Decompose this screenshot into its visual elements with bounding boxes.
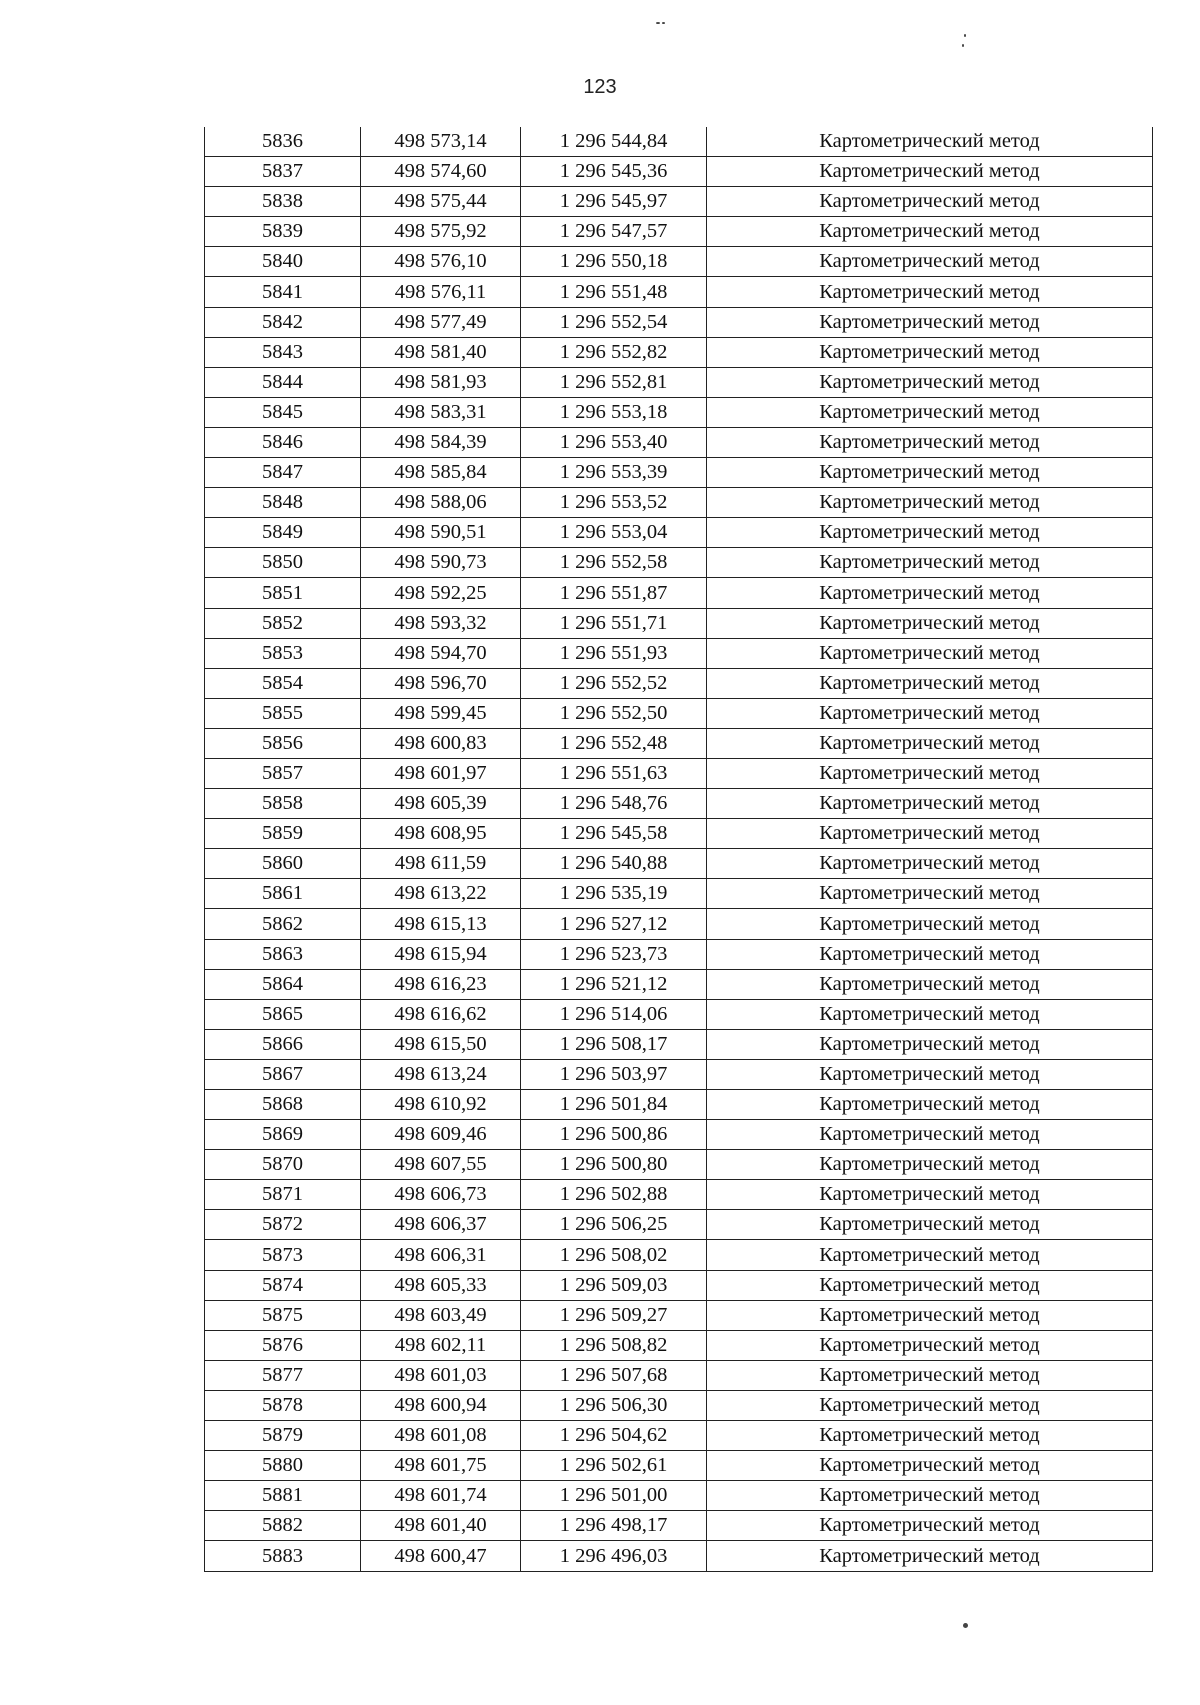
y-coordinate-cell: 1 296 553,39 xyxy=(521,458,707,488)
point-number-cell: 5842 xyxy=(205,307,361,337)
y-coordinate-cell: 1 296 507,68 xyxy=(521,1360,707,1390)
table-row xyxy=(205,728,1153,758)
y-coordinate-cell: 1 296 552,50 xyxy=(521,698,707,728)
point-number-cell: 5849 xyxy=(205,518,361,548)
y-coordinate-cell: 1 296 501,00 xyxy=(521,1481,707,1511)
point-number-cell: 5869 xyxy=(205,1120,361,1150)
y-coordinate-cell: 1 296 545,97 xyxy=(521,187,707,217)
method-cell: Картометрический метод xyxy=(707,1511,1153,1541)
y-coordinate-cell: 1 296 545,36 xyxy=(521,157,707,187)
method-cell: Картометрический метод xyxy=(707,337,1153,367)
x-coordinate-cell: 498 596,70 xyxy=(361,668,521,698)
y-coordinate-cell: 1 296 547,57 xyxy=(521,217,707,247)
y-coordinate-cell: 1 296 550,18 xyxy=(521,247,707,277)
x-coordinate-cell: 498 608,95 xyxy=(361,819,521,849)
y-coordinate-cell: 1 296 506,30 xyxy=(521,1390,707,1420)
point-number-cell: 5873 xyxy=(205,1240,361,1270)
method-cell: Картометрический метод xyxy=(707,1300,1153,1330)
point-number-cell: 5864 xyxy=(205,969,361,999)
point-number-cell: 5870 xyxy=(205,1150,361,1180)
y-coordinate-cell: 1 296 551,93 xyxy=(521,638,707,668)
table-row xyxy=(205,1059,1153,1089)
table-row xyxy=(205,217,1153,247)
table-row xyxy=(205,909,1153,939)
x-coordinate-cell: 498 610,92 xyxy=(361,1090,521,1120)
method-cell: Картометрический метод xyxy=(707,548,1153,578)
method-cell: Картометрический метод xyxy=(707,758,1153,788)
point-number-cell: 5850 xyxy=(205,548,361,578)
table-row xyxy=(205,458,1153,488)
y-coordinate-cell: 1 296 498,17 xyxy=(521,1511,707,1541)
method-cell: Картометрический метод xyxy=(707,277,1153,307)
method-cell: Картометрический метод xyxy=(707,488,1153,518)
method-cell: Картометрический метод xyxy=(707,1210,1153,1240)
y-coordinate-cell: 1 296 540,88 xyxy=(521,849,707,879)
point-number-cell: 5878 xyxy=(205,1390,361,1420)
x-coordinate-cell: 498 600,47 xyxy=(361,1541,521,1571)
method-cell: Картометрический метод xyxy=(707,1180,1153,1210)
method-cell: Картометрический метод xyxy=(707,1240,1153,1270)
point-number-cell: 5879 xyxy=(205,1421,361,1451)
method-cell: Картометрический метод xyxy=(707,1390,1153,1420)
y-coordinate-cell: 1 296 506,25 xyxy=(521,1210,707,1240)
y-coordinate-cell: 1 296 552,52 xyxy=(521,668,707,698)
table-row xyxy=(205,1210,1153,1240)
table-row xyxy=(205,277,1153,307)
method-cell: Картометрический метод xyxy=(707,1270,1153,1300)
table-row xyxy=(205,819,1153,849)
point-number-cell: 5865 xyxy=(205,999,361,1029)
method-cell: Картометрический метод xyxy=(707,819,1153,849)
x-coordinate-cell: 498 588,06 xyxy=(361,488,521,518)
point-number-cell: 5860 xyxy=(205,849,361,879)
y-coordinate-cell: 1 296 545,58 xyxy=(521,819,707,849)
method-cell: Картометрический метод xyxy=(707,1059,1153,1089)
x-coordinate-cell: 498 601,40 xyxy=(361,1511,521,1541)
table-row xyxy=(205,367,1153,397)
point-number-cell: 5844 xyxy=(205,367,361,397)
y-coordinate-cell: 1 296 553,18 xyxy=(521,397,707,427)
y-coordinate-cell: 1 296 502,61 xyxy=(521,1451,707,1481)
y-coordinate-cell: 1 296 514,06 xyxy=(521,999,707,1029)
table-row xyxy=(205,939,1153,969)
scan-speck xyxy=(962,44,964,47)
table-row xyxy=(205,1300,1153,1330)
x-coordinate-cell: 498 603,49 xyxy=(361,1300,521,1330)
x-coordinate-cell: 498 576,11 xyxy=(361,277,521,307)
method-cell: Картометрический метод xyxy=(707,127,1153,157)
table-row xyxy=(205,187,1153,217)
x-coordinate-cell: 498 605,39 xyxy=(361,789,521,819)
method-cell: Картометрический метод xyxy=(707,187,1153,217)
x-coordinate-cell: 498 594,70 xyxy=(361,638,521,668)
x-coordinate-cell: 498 600,83 xyxy=(361,728,521,758)
y-coordinate-cell: 1 296 527,12 xyxy=(521,909,707,939)
y-coordinate-cell: 1 296 500,86 xyxy=(521,1120,707,1150)
point-number-cell: 5846 xyxy=(205,427,361,457)
method-cell: Картометрический метод xyxy=(707,849,1153,879)
scan-speck xyxy=(964,34,966,37)
method-cell: Картометрический метод xyxy=(707,909,1153,939)
table-row xyxy=(205,789,1153,819)
x-coordinate-cell: 498 590,73 xyxy=(361,548,521,578)
x-coordinate-cell: 498 616,23 xyxy=(361,969,521,999)
y-coordinate-cell: 1 296 548,76 xyxy=(521,789,707,819)
scan-speck xyxy=(963,1623,968,1628)
table-row xyxy=(205,1421,1153,1451)
x-coordinate-cell: 498 593,32 xyxy=(361,608,521,638)
y-coordinate-cell: 1 296 504,62 xyxy=(521,1421,707,1451)
point-number-cell: 5858 xyxy=(205,789,361,819)
point-number-cell: 5855 xyxy=(205,698,361,728)
point-number-cell: 5877 xyxy=(205,1360,361,1390)
point-number-cell: 5875 xyxy=(205,1300,361,1330)
point-number-cell: 5836 xyxy=(205,127,361,157)
y-coordinate-cell: 1 296 551,87 xyxy=(521,578,707,608)
y-coordinate-cell: 1 296 508,02 xyxy=(521,1240,707,1270)
coordinates-table-body xyxy=(205,127,1153,1571)
x-coordinate-cell: 498 599,45 xyxy=(361,698,521,728)
x-coordinate-cell: 498 574,60 xyxy=(361,157,521,187)
y-coordinate-cell: 1 296 502,88 xyxy=(521,1180,707,1210)
table-row xyxy=(205,1240,1153,1270)
point-number-cell: 5880 xyxy=(205,1451,361,1481)
table-row xyxy=(205,1390,1153,1420)
table-row xyxy=(205,1180,1153,1210)
x-coordinate-cell: 498 581,40 xyxy=(361,337,521,367)
x-coordinate-cell: 498 616,62 xyxy=(361,999,521,1029)
method-cell: Картометрический метод xyxy=(707,668,1153,698)
table-row xyxy=(205,548,1153,578)
y-coordinate-cell: 1 296 535,19 xyxy=(521,879,707,909)
y-coordinate-cell: 1 296 551,71 xyxy=(521,608,707,638)
method-cell: Картометрический метод xyxy=(707,728,1153,758)
table-row xyxy=(205,337,1153,367)
y-coordinate-cell: 1 296 509,27 xyxy=(521,1300,707,1330)
y-coordinate-cell: 1 296 553,04 xyxy=(521,518,707,548)
x-coordinate-cell: 498 615,13 xyxy=(361,909,521,939)
table-row xyxy=(205,1360,1153,1390)
table-row xyxy=(205,397,1153,427)
table-row xyxy=(205,157,1153,187)
table-row xyxy=(205,247,1153,277)
table-row xyxy=(205,127,1153,157)
x-coordinate-cell: 498 601,74 xyxy=(361,1481,521,1511)
method-cell: Картометрический метод xyxy=(707,999,1153,1029)
point-number-cell: 5840 xyxy=(205,247,361,277)
table-row xyxy=(205,1090,1153,1120)
method-cell: Картометрический метод xyxy=(707,458,1153,488)
coordinates-table xyxy=(204,127,1153,1572)
point-number-cell: 5857 xyxy=(205,758,361,788)
point-number-cell: 5852 xyxy=(205,608,361,638)
y-coordinate-cell: 1 296 553,40 xyxy=(521,427,707,457)
y-coordinate-cell: 1 296 500,80 xyxy=(521,1150,707,1180)
x-coordinate-cell: 498 615,94 xyxy=(361,939,521,969)
point-number-cell: 5861 xyxy=(205,879,361,909)
method-cell: Картометрический метод xyxy=(707,367,1153,397)
table-row xyxy=(205,999,1153,1029)
x-coordinate-cell: 498 585,84 xyxy=(361,458,521,488)
point-number-cell: 5856 xyxy=(205,728,361,758)
table-row xyxy=(205,849,1153,879)
point-number-cell: 5838 xyxy=(205,187,361,217)
method-cell: Картометрический метод xyxy=(707,1120,1153,1150)
method-cell: Картометрический метод xyxy=(707,1451,1153,1481)
point-number-cell: 5853 xyxy=(205,638,361,668)
y-coordinate-cell: 1 296 501,84 xyxy=(521,1090,707,1120)
x-coordinate-cell: 498 575,44 xyxy=(361,187,521,217)
y-coordinate-cell: 1 296 496,03 xyxy=(521,1541,707,1571)
y-coordinate-cell: 1 296 553,52 xyxy=(521,488,707,518)
y-coordinate-cell: 1 296 508,82 xyxy=(521,1330,707,1360)
y-coordinate-cell: 1 296 551,48 xyxy=(521,277,707,307)
point-number-cell: 5847 xyxy=(205,458,361,488)
method-cell: Картометрический метод xyxy=(707,578,1153,608)
method-cell: Картометрический метод xyxy=(707,1029,1153,1059)
table-row xyxy=(205,638,1153,668)
method-cell: Картометрический метод xyxy=(707,789,1153,819)
y-coordinate-cell: 1 296 552,81 xyxy=(521,367,707,397)
point-number-cell: 5839 xyxy=(205,217,361,247)
y-coordinate-cell: 1 296 552,82 xyxy=(521,337,707,367)
point-number-cell: 5863 xyxy=(205,939,361,969)
point-number-cell: 5851 xyxy=(205,578,361,608)
x-coordinate-cell: 498 606,37 xyxy=(361,1210,521,1240)
x-coordinate-cell: 498 601,97 xyxy=(361,758,521,788)
point-number-cell: 5874 xyxy=(205,1270,361,1300)
x-coordinate-cell: 498 613,24 xyxy=(361,1059,521,1089)
scan-speck xyxy=(656,22,660,24)
x-coordinate-cell: 498 606,31 xyxy=(361,1240,521,1270)
point-number-cell: 5876 xyxy=(205,1330,361,1360)
method-cell: Картометрический метод xyxy=(707,1541,1153,1571)
table-row xyxy=(205,668,1153,698)
table-row xyxy=(205,1511,1153,1541)
point-number-cell: 5872 xyxy=(205,1210,361,1240)
y-coordinate-cell: 1 296 552,54 xyxy=(521,307,707,337)
point-number-cell: 5841 xyxy=(205,277,361,307)
x-coordinate-cell: 498 613,22 xyxy=(361,879,521,909)
x-coordinate-cell: 498 590,51 xyxy=(361,518,521,548)
point-number-cell: 5868 xyxy=(205,1090,361,1120)
x-coordinate-cell: 498 584,39 xyxy=(361,427,521,457)
method-cell: Картометрический метод xyxy=(707,879,1153,909)
point-number-cell: 5848 xyxy=(205,488,361,518)
point-number-cell: 5845 xyxy=(205,397,361,427)
x-coordinate-cell: 498 601,75 xyxy=(361,1451,521,1481)
table-row xyxy=(205,879,1153,909)
x-coordinate-cell: 498 601,03 xyxy=(361,1360,521,1390)
table-row xyxy=(205,1451,1153,1481)
method-cell: Картометрический метод xyxy=(707,698,1153,728)
point-number-cell: 5854 xyxy=(205,668,361,698)
page-number: 123 xyxy=(583,76,617,98)
x-coordinate-cell: 498 581,93 xyxy=(361,367,521,397)
table-row xyxy=(205,518,1153,548)
x-coordinate-cell: 498 583,31 xyxy=(361,397,521,427)
y-coordinate-cell: 1 296 508,17 xyxy=(521,1029,707,1059)
point-number-cell: 5837 xyxy=(205,157,361,187)
x-coordinate-cell: 498 606,73 xyxy=(361,1180,521,1210)
y-coordinate-cell: 1 296 552,58 xyxy=(521,548,707,578)
point-number-cell: 5867 xyxy=(205,1059,361,1089)
x-coordinate-cell: 498 573,14 xyxy=(361,127,521,157)
method-cell: Картометрический метод xyxy=(707,939,1153,969)
table-row xyxy=(205,1120,1153,1150)
y-coordinate-cell: 1 296 509,03 xyxy=(521,1270,707,1300)
method-cell: Картометрический метод xyxy=(707,1330,1153,1360)
method-cell: Картометрический метод xyxy=(707,608,1153,638)
method-cell: Картометрический метод xyxy=(707,518,1153,548)
y-coordinate-cell: 1 296 544,84 xyxy=(521,127,707,157)
method-cell: Картометрический метод xyxy=(707,1090,1153,1120)
x-coordinate-cell: 498 601,08 xyxy=(361,1421,521,1451)
point-number-cell: 5843 xyxy=(205,337,361,367)
table-row xyxy=(205,608,1153,638)
point-number-cell: 5882 xyxy=(205,1511,361,1541)
y-coordinate-cell: 1 296 551,63 xyxy=(521,758,707,788)
x-coordinate-cell: 498 575,92 xyxy=(361,217,521,247)
x-coordinate-cell: 498 615,50 xyxy=(361,1029,521,1059)
point-number-cell: 5883 xyxy=(205,1541,361,1571)
x-coordinate-cell: 498 602,11 xyxy=(361,1330,521,1360)
y-coordinate-cell: 1 296 523,73 xyxy=(521,939,707,969)
table-row xyxy=(205,1330,1153,1360)
point-number-cell: 5866 xyxy=(205,1029,361,1059)
y-coordinate-cell: 1 296 552,48 xyxy=(521,728,707,758)
scan-speck xyxy=(662,22,665,24)
method-cell: Картометрический метод xyxy=(707,217,1153,247)
point-number-cell: 5862 xyxy=(205,909,361,939)
x-coordinate-cell: 498 576,10 xyxy=(361,247,521,277)
point-number-cell: 5881 xyxy=(205,1481,361,1511)
y-coordinate-cell: 1 296 503,97 xyxy=(521,1059,707,1089)
x-coordinate-cell: 498 600,94 xyxy=(361,1390,521,1420)
x-coordinate-cell: 498 611,59 xyxy=(361,849,521,879)
method-cell: Картометрический метод xyxy=(707,1421,1153,1451)
x-coordinate-cell: 498 592,25 xyxy=(361,578,521,608)
method-cell: Картометрический метод xyxy=(707,397,1153,427)
method-cell: Картометрический метод xyxy=(707,307,1153,337)
method-cell: Картометрический метод xyxy=(707,638,1153,668)
table-row xyxy=(205,307,1153,337)
method-cell: Картометрический метод xyxy=(707,247,1153,277)
x-coordinate-cell: 498 607,55 xyxy=(361,1150,521,1180)
method-cell: Картометрический метод xyxy=(707,157,1153,187)
method-cell: Картометрический метод xyxy=(707,427,1153,457)
table-row xyxy=(205,1150,1153,1180)
table-row xyxy=(205,427,1153,457)
x-coordinate-cell: 498 605,33 xyxy=(361,1270,521,1300)
table-row xyxy=(205,1481,1153,1511)
table-row xyxy=(205,488,1153,518)
method-cell: Картометрический метод xyxy=(707,1360,1153,1390)
method-cell: Картометрический метод xyxy=(707,969,1153,999)
y-coordinate-cell: 1 296 521,12 xyxy=(521,969,707,999)
point-number-cell: 5871 xyxy=(205,1180,361,1210)
table-row xyxy=(205,1270,1153,1300)
table-row xyxy=(205,578,1153,608)
table-row xyxy=(205,969,1153,999)
table-row xyxy=(205,1029,1153,1059)
method-cell: Картометрический метод xyxy=(707,1481,1153,1511)
point-number-cell: 5859 xyxy=(205,819,361,849)
x-coordinate-cell: 498 577,49 xyxy=(361,307,521,337)
table-row xyxy=(205,758,1153,788)
table-row xyxy=(205,698,1153,728)
x-coordinate-cell: 498 609,46 xyxy=(361,1120,521,1150)
method-cell: Картометрический метод xyxy=(707,1150,1153,1180)
table-row xyxy=(205,1541,1153,1571)
